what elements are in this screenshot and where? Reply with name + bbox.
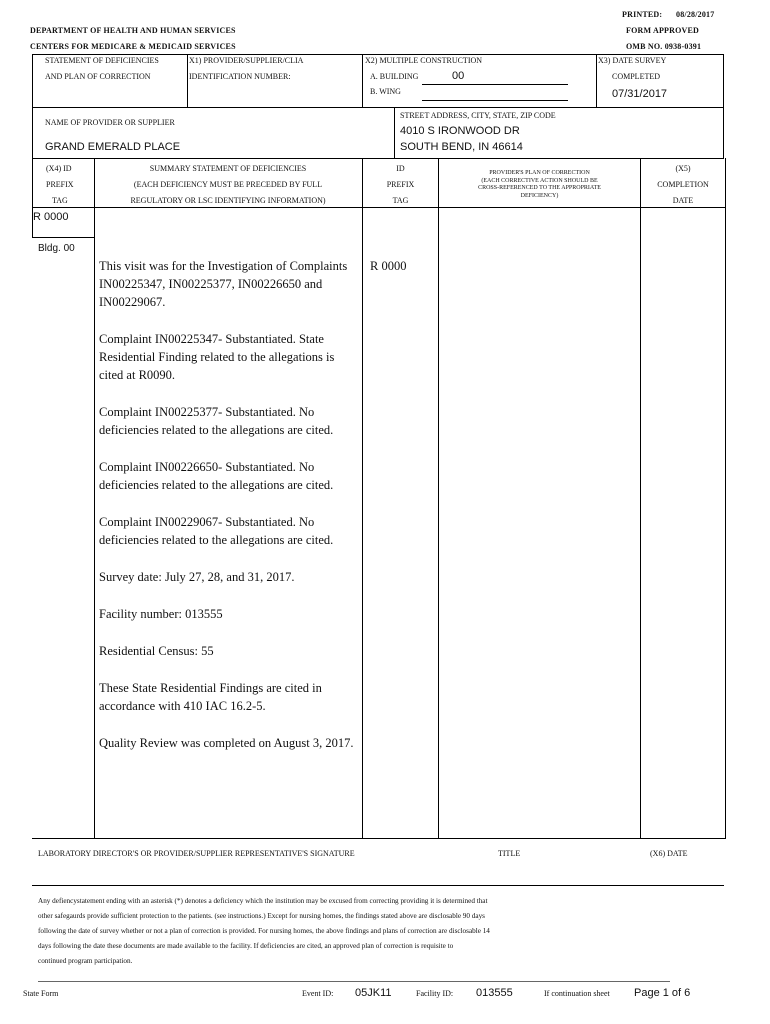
title-label: TITLE [498,849,521,858]
printed-date: 08/28/2017 [676,10,715,19]
paragraph-findings: These State Residential Findings are cited in accordance with 410 IAC 16.2-5. [99,681,322,713]
disclaimer-line-2: other safegaurds provide sufficient protection to the patients. (see instructions.) Except for nursing homes, the findings stated above are disclosable 90 days [38,912,485,920]
summary-header-3: REGULATORY OR LSC IDENTIFYING INFORMATION) [130,196,326,205]
paragraph-complaint-1: Complaint IN00225347- Substantiated. State Residential Finding related to the allegations is cited at R0090. [99,332,335,382]
survey-completed-date: 07/31/2017 [612,88,668,100]
paragraph-quality-review: Quality Review was completed on August 3, 2017. [99,736,354,750]
continuation-label: If continuation sheet [544,989,610,998]
summary-text [99,257,354,771]
id-header-1: ID [396,164,405,173]
x3-label-1: X3) DATE SURVEY [598,56,667,65]
summary-header-1: SUMMARY STATEMENT OF DEFICIENCIES [149,164,307,173]
event-id-label: Event ID: [302,989,334,998]
plan-header-4: DEFICIENCY) [520,192,559,199]
tag-right: R 0000 [370,259,407,273]
x5-header-1: (X5) [675,164,691,173]
page-number: Page 1 of 6 [634,987,691,999]
statement-label-1: STATEMENT OF DEFICIENCIES [45,56,159,65]
building-tag: Bldg. 00 [38,243,75,254]
plan-header [439,170,640,200]
building-label: A. BUILDING [370,72,419,81]
id-header-3: TAG [392,196,409,205]
paragraph-survey-date: Survey date: July 27, 28, and 31, 2017. [99,570,295,584]
signature-label: LABORATORY DIRECTOR'S OR PROVIDER/SUPPLIER REPRESENTATIVE'S SIGNATURE [38,849,355,858]
disclaimer-line-1: Any defiencystatement ending with an asterisk (*) denotes a deficiency which the institution may be excused from correcting providing it is determined that [38,897,488,905]
address-label: STREET ADDRESS, CITY, STATE, ZIP CODE [400,111,556,120]
x5-header-2: COMPLETION [657,180,709,189]
printed-label: PRINTED: [622,10,663,19]
event-id-value: 05JK11 [355,987,392,999]
id-header-2: PREFIX [386,180,415,189]
date-label: (X6) DATE [650,849,688,858]
disclaimer-line-3: following the date of survey whether or not a plan of correction is provided. For nursing homes, the above findings and plans of correction are disclosable 14 [38,927,490,935]
statement-label-2: AND PLAN OF CORRECTION [45,72,151,81]
paragraph-complaint-2: Complaint IN00225377- Substantiated. No deficiencies related to the allegations are cited. [99,405,334,437]
disclaimer [38,894,708,969]
plan-header-3: CROSS-REFERENCED TO THE APPROPRIATE [478,185,601,191]
footer-divider [38,981,670,982]
paragraph-facility-number: Facility number: 013555 [99,607,223,621]
summary-header-2: (EACH DEFICIENCY MUST BE PRECEDED BY FULL [133,180,323,189]
plan-header-1: PROVIDER'S PLAN OF CORRECTION [489,170,590,176]
signature-divider [32,885,724,886]
address-line-1: 4010 S IRONWOOD DR [400,125,520,137]
provider-name: GRAND EMERALD PLACE [45,141,181,153]
disclaimer-line-4: days following the date these documents are made available to the facility. If deficiencies are cited, an approved plan of correction is requisite to [38,942,454,950]
plan-header-2: (EACH CORRECTIVE ACTION SHOULD BE [481,177,598,184]
form-approved: FORM APPROVED [626,26,700,35]
x3-label-2: COMPLETED [612,72,660,81]
x1-label-2: IDENTIFICATION NUMBER: [189,72,291,81]
x4-header-3: TAG [52,196,68,205]
facility-id-label: Facility ID: [416,989,454,998]
centers-title: CENTERS FOR MEDICARE & MEDICAID SERVICES [30,42,236,51]
state-form: State Form [23,989,59,998]
x4-header-2: PREFIX [46,180,74,189]
paragraph-complaint-3: Complaint IN00226650- Substantiated. No deficiencies related to the allegations are cited. [99,460,334,492]
x4-header-1: (X4) ID [46,164,72,173]
x5-header-3: DATE [672,196,694,205]
paragraph-census: Residential Census: 55 [99,644,214,658]
wing-label: B. WING [370,87,401,96]
x1-label-1: X1) PROVIDER/SUPPLIER/CLIA [189,56,304,65]
omb-number: OMB NO. 0938-0391 [626,42,702,51]
address-line-2: SOUTH BEND, IN 46614 [400,141,523,153]
department-title: DEPARTMENT OF HEALTH AND HUMAN SERVICES [30,26,236,35]
tag-left: R 0000 [33,211,69,223]
x2-label: X2) MULTIPLE CONSTRUCTION [365,56,483,65]
paragraph-complaint-4: Complaint IN00229067- Substantiated. No deficiencies related to the allegations are cited. [99,515,334,547]
paragraph-visit: This visit was for the Investigation of Complaints IN00225347, IN00225377, IN00226650 and IN00229067. [99,259,348,309]
disclaimer-line-5: continued program participation. [38,957,133,965]
building-value: 00 [452,70,465,82]
facility-id-value: 013555 [476,987,513,999]
provider-name-label: NAME OF PROVIDER OR SUPPLIER [45,118,175,127]
